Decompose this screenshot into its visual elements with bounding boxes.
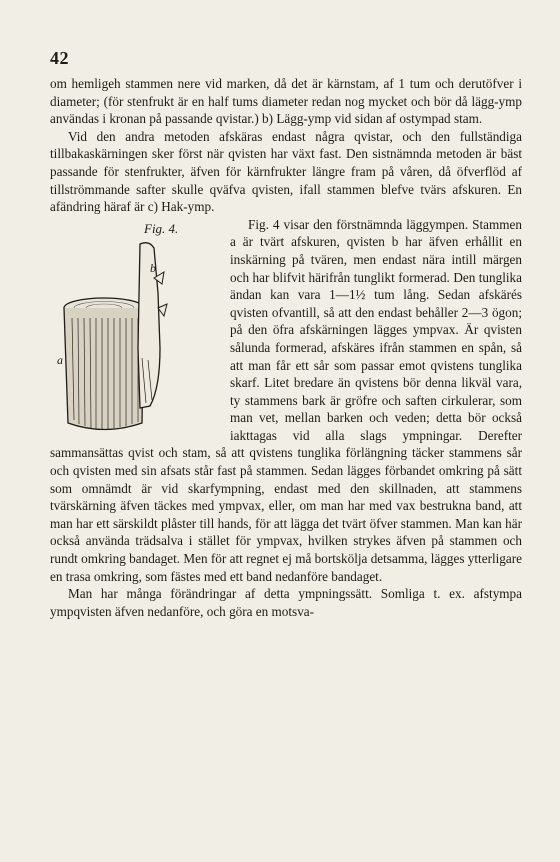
- paragraph-3: [50, 216, 522, 585]
- figure-4: [46, 220, 216, 440]
- page-number: 42: [50, 48, 69, 68]
- body-text: [50, 75, 522, 620]
- paragraph-2: Vid den andra metoden afskäras endast några qvistar, och den fullständiga tillbakaskärningen sker först när qvisten har växt fast. Den sistnämnda metoden är bäst passande för stenfrukter, äfven för kärnfrukter längre fram på våren, då öfverflöd af tillströmmande safter skulle qväfva qvisten, ifall stammen blefve tvärs afskuren. En afändring häraf är c) Hak-ymp.: [50, 128, 522, 215]
- label-b: b: [150, 260, 156, 275]
- paragraph-3-text: Fig. 4 visar den förstnämnda läggympen. Stammen a är tvärt afskuren, qvisten b har äfven erhållit en inskärning på tvären, men endast nära intill märgen och har blifvit härifrån tunglikt formerad. Den tunglika ändan kan vara 1—1½ tum lång. Sedan afskärés qvisten ofvantill, så att den endast behåller 2—3 ögon; på den öfra afskärningen lägges ympvax. Är qvisten sålunda formerad, afskäres ifrån stammen en spån, så att man får ett sår som passar emot qvistens tunglika skarf. Litet bredare än qvistens bör denna likväl vara, ty stammens bark är gröfre och saften cirkulerar, som man vet, mellan barken och veden; detta bör också iakttagas vid alla slags ympningar. Derefter sammansättas qvist och stam, så att qvistens tunglika förlängning täcker stammens sår och qvisten med sin afsats står fast på stammen. Sedan lägges förbandet omkring på sätt som omnämdt är vid skarfympning, endast med den skillnaden, att stammens tvärskärning äfven täckes med ympvax, eller, om man har med vax bestrukna band, att man har ett särskildt plåster till hands, för att lägga det tvärt öfver stammen. Man kan här också använda trädsalva i stället för ympvax, hvilken strykes äfven på stammen och rundt omkring bandaget. Men för att regnet ej må bortskölja detsamma, lägges ytterligare en trasa omkring, som fästes med ett band nedanföre bandaget.: [50, 216, 522, 584]
- paragraph-4: Man har många förändringar af detta ympningssätt. Somliga t. ex. afstympa ympqvisten äfven nedanföre, och göra en motsva-: [50, 586, 522, 619]
- label-a: a: [57, 352, 63, 367]
- grafting-illustration: [46, 238, 216, 438]
- paragraph-1: om hemligeh stammen nere vid marken, då det är kärnstam, af 1 tum och derutöfver i diameter; (för stenfrukt är en half tums diameter redan nog mycket och bör då lägg-ymp användas i kronan på passande qvistar.) b) Lägg-ymp vid sidan af ostympad stam.: [50, 76, 522, 127]
- figure-caption: Fig. 4.: [144, 220, 179, 236]
